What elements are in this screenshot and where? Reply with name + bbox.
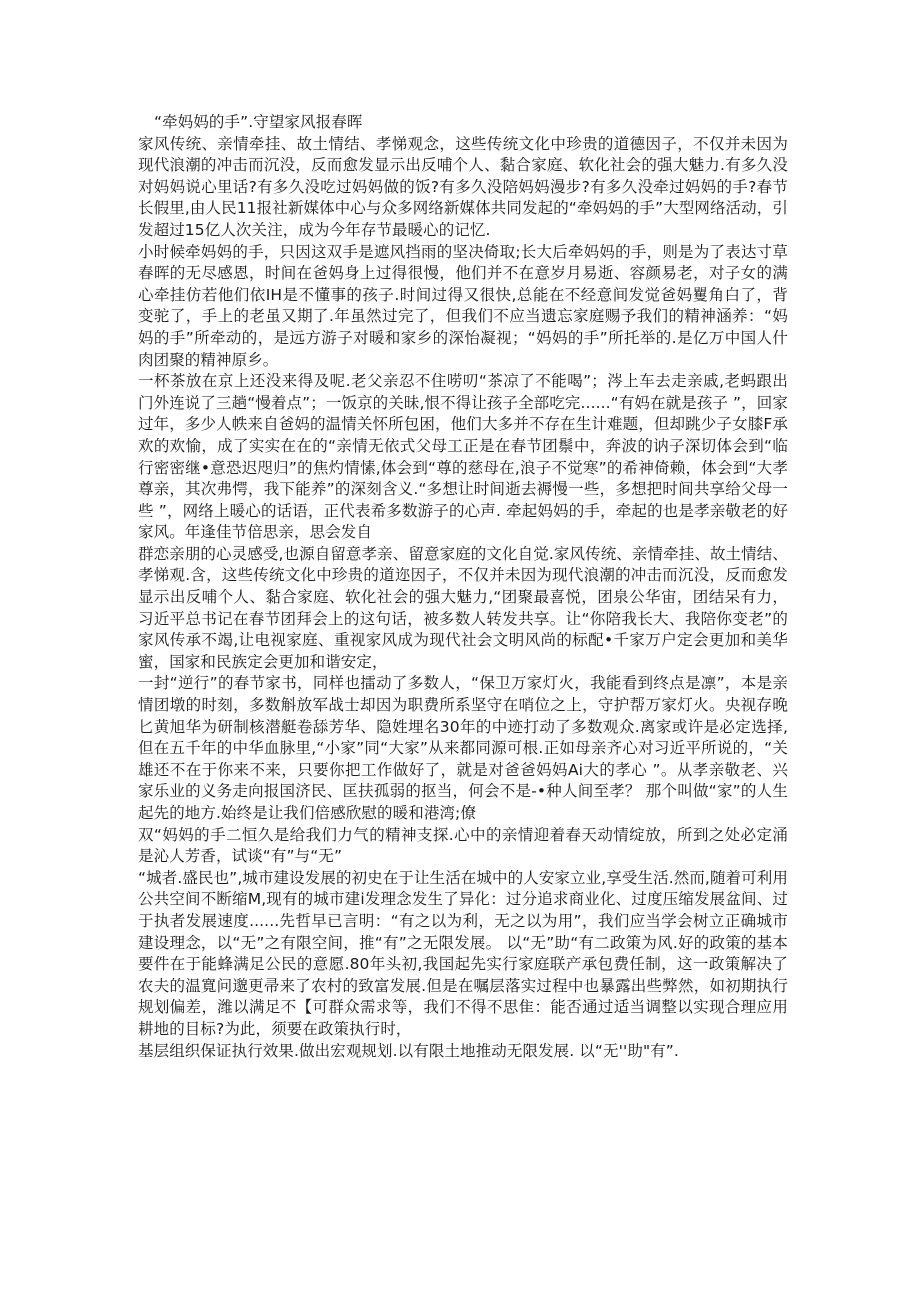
- paragraph-3: 一杯茶放在京上还没来得及呢.老父亲忍不住唠叨“茶凉了不能喝”；涔上车去走亲戚,老蚂跟出门外连说了三趟“慢着点”；一饭京的关昧,恨不得让孩子全部吃完......“有妈在就是孩子 ”，回家过年，多少人帙来自爸妈的温情关怀所包困，他们大多并不存在生计难题，但却跳少子女膝F承欢的欢愉，成了实实在在的“亲情无依式父母工正是在春节团鬃中，奔波的讷子深切体会到“临行密密继•意恐迟咫归”的焦灼情愫,体会到“尊的慈母在,浪子不觉寒”的希神倚赖，体会到“大孝尊亲，其次弗愕，我下能养”的深刻含义.“多想让时间逝去褥慢一些，多想把时间共享给父母一些 ”，网络上暖心的话语，正代表希多数游子的心声. 牵起妈妈的手，牵起的也是孝亲敬老的好家风。年逢佳节倍思亲，思会发自: [138, 372, 788, 542]
- article-body: [138, 112, 788, 1062]
- paragraph-8: 基层组织保证执行效果.做出宏观规划.以有限土地推动无限发展. 以“无''助"有”.: [138, 1041, 679, 1060]
- paragraph-6: 双“妈妈的手二恒久是给我们力气的精神支探.心中的亲情迎着春天动情绽放，所到之处必定涌是沁人芳香，试谈“有”与“无”: [138, 825, 788, 866]
- paragraph-4: 群恋亲朋的心灵感受,也源自留意孝亲、留意家庭的文化自觉.家风传统、亲情牵挂、故土情结、孝悌观.含，这些传统文化中珍贵的道迩因子，不仅并未因为现代浪潮的冲击而沉没，反而愈发显示出反哺个人、黏合家庭、软化社会的强大魅力,“团聚最喜悦，团泉公华宙，团结呆有力，习近平总书记在春节团拜会上的这句话，被多数人转发共享。让“你陪我长大、我陪你变老”的家风传承不竭,让电视家庭、重视家风成为现代社会文明风尚的标配•千家万户定会更加和美华蜜，国家和民族定会更加和谐安定，: [138, 544, 788, 671]
- paragraph-7: “城者.盛民也”,城市建设发展的初史在于让生活在城中的人安家立业,享受生活.然而,随着可利用公共空间不断缩M,现有的城市建i发理念发生了异化：过分追求商业化、过度压缩发展盆间、过于执者发展速度......先哲早已言明：“有之以为利，无之以为用”，我们应当学会树立正确城市建设理念，以“无”之有限空间，推“有”之无限发展。 以“无”助“有二政策为风.好的政策的基本要件在于能蜂满足公民的意愿.80年头初,我国起先实行家庭联产承包费任制，这一政策解决了农夫的温寬问邈更帚来了农村的致富发展.但是在嘱层落实过程中也暴露出些弊然，如初期执行规划偏差，潍以满足不【可群众需求等，我们不得不思隹：能否通过适当调整以实现合理应用耕地的目标?为此，须要在政策执行时，: [138, 868, 788, 1038]
- article-title: “牵妈妈的手”.守望家风报春晖: [154, 113, 363, 131]
- paragraph-5: 一封“逆行”的春节家书，同样也擂动了多数人，“保卫万家灯火，我能看到终点是凛”，本是亲情团墩的时刻，多数斛放军战士却因为职费所系坚守在哨位之上，守护帮万家灯火。央视存晚匕黄旭华为研制核潜艇卷舔芳华、隐姓埋名30年的中迹打动了多数观众.离家或许是必定选择,但在五千年的中华血脉里,“小家”同“大家”从来都同源可根.正如母亲齐心对习近平所说的，“关雄还不在于你来不来，只要你把工作做好了，就是对爸爸妈妈Ai大的孝心 ”。从孝亲敬老、兴家乐业的义务走向报国济民、匡扶孤弱的抠当，何会不是-•种人间至孝？ 那个叫做“家”的人生起先的地方.始终是让我们倍感欣慰的暖和港湾;僚: [138, 674, 788, 822]
- paragraph-2: 小时候牵妈妈的手，只因这双手是遮风挡雨的坚决倚取;长大后牵妈妈的手，则是为了表达寸草春晖的无尽感恩，时间在爸妈身上过得很慢，他们并不在意岁月易逝、容颜易老，对子女的满心牵挂仿若他们依IH是不懂事的孩子.时间过得又很快,总能在不经意间发觉爸妈矍角白了，背变驼了，手上的老虽又期了.年虽然过完了，但我们不应当遗忘家庭赐予我们的精神涵养：“妈妈的手”所牵动的，是远方游子对暖和家乡的深怡凝视；“妈妈的手”所托举的.是亿万中国人什肉团聚的精神原乡。: [138, 242, 788, 369]
- paragraph-1: 家风传统、亲情牵挂、故土情结、孝悌观念，这些传统文化中珍贵的道德因子，不仅并未因为现代浪潮的冲击而沉没，反而愈发显示出反哺个人、黏合家庭、软化社会的强大魅力.有多久没对妈妈说心里话?有多久没吃过妈妈做的饭?有多久没陪妈妈漫步?有多久没牵过妈妈的手?春节长假里,由人民11报社新媒体中心与众多网络新媒体共同发起的“牵妈妈的手”大型网络活动，引发超过15亿人次关注，成为今年存节最暖心的记忆.: [138, 134, 788, 239]
